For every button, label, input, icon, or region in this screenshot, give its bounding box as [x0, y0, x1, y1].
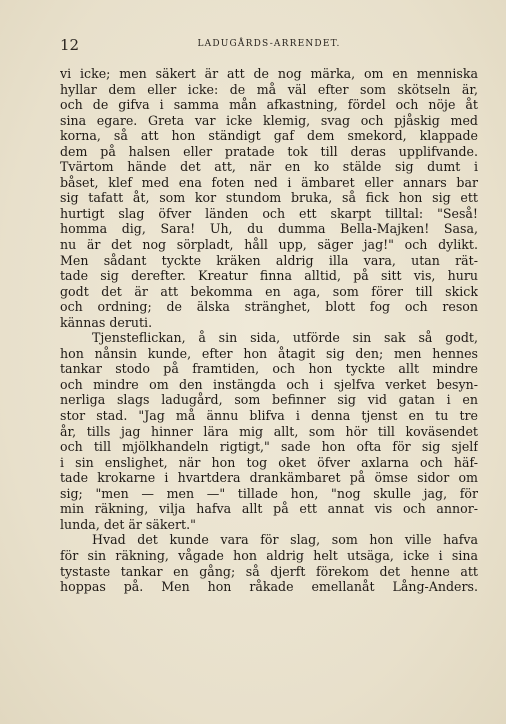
text-line: och de gifva i samma mån afkastning, fördel och nöje åt: [60, 97, 478, 113]
text-line: och mindre om den instängda och i sjelfva verket besyn-: [60, 376, 478, 392]
text-line: tade sig derefter. Kreatur finna alltid, på sitt vis, huru: [60, 268, 478, 284]
text-line: båset, klef med ena foten ned i ämbaret eller annars bar: [60, 174, 478, 190]
text-line: hoppas på. Men hon råkade emellanåt Lång-Anders.: [60, 579, 478, 595]
text-line: vi icke; men säkert är att de nog märka, om en menniska: [60, 66, 478, 81]
text-line: godt det är att bekomma en aga, som förer till skick: [60, 283, 478, 299]
body-text: [60, 66, 478, 595]
text-line: sina egare. Greta var icke klemig, svag och pjåskig med: [60, 112, 478, 128]
text-line: hurtigt slag öfver länden och ett skarpt tilltal: "Seså!: [60, 205, 478, 221]
text-line: och till mjölkhandeln rigtigt," sade hon ofta för sig sjelf: [60, 439, 478, 455]
paragraph-last-line: kännas deruti.: [60, 314, 153, 330]
text-line: tade krokarne i hvartdera drankämbaret på ömse sidor om: [60, 470, 478, 486]
text-line: i sin enslighet, när hon tog oket öfver axlarna och häf-: [60, 454, 478, 470]
text-line: Men sådant tyckte kräken aldrig illa vara, utan rät-: [60, 252, 478, 268]
text-line: hyllar dem eller icke: de må väl efter som skötseln är,: [60, 81, 478, 97]
text-line: och ordning; de älska stränghet, blott fog och reson: [60, 299, 478, 315]
text-line: för sin räkning, vågade hon aldrig helt utsäga, icke i sina: [60, 547, 478, 563]
text-line: korna, så att hon ständigt gaf dem smekord, klappade: [60, 128, 478, 144]
text-line: min räkning, vilja hafva allt på ett annat vis och annor-: [60, 501, 478, 517]
text-line: stor stad. "Jag må ännu blifva i denna tjenst en tu tre: [60, 408, 478, 424]
page-number: 12: [60, 36, 80, 54]
text-line: dem på halsen eller pratade tok till deras upplifvande.: [60, 143, 478, 159]
paragraph-last-line: lunda, det är säkert.": [60, 516, 196, 532]
text-line: år, tills jag hinner lära mig allt, som hör till koväsendet: [60, 423, 478, 439]
page-header: [60, 36, 478, 54]
paragraph-first-line: Hvad det kunde vara för slag, som hon ville hafva: [92, 532, 478, 548]
text-line: tystaste tankar en gång; så djerft förekom det henne att: [60, 563, 478, 579]
text-line: homma dig, Sara! Uh, du dumma Bella-Majken! Sasa,: [60, 221, 478, 237]
text-line: nerliga slags ladugård, som befinner sig vid gatan i en: [60, 392, 478, 408]
running-head: LADUGÅRDS-ARRENDET.: [197, 39, 341, 49]
text-line: Tvärtom hände det att, när en ko stälde sig dumt i: [60, 159, 478, 175]
text-line: sig tafatt åt, som kor stundom bruka, så fick hon sig ett: [60, 190, 478, 206]
text-line: hon nånsin kunde, efter hon åtagit sig den; men hennes: [60, 345, 478, 361]
text-line: sig; "men — men —" tillade hon, "nog skulle jag, för: [60, 485, 478, 501]
paragraph-first-line: Tjensteflickan, å sin sida, utförde sin sak så godt,: [92, 330, 478, 346]
text-line: tankar stodo på framtiden, och hon tyckte allt mindre: [60, 361, 478, 377]
text-line: nu är det nog sörpladt, håll upp, säger jag!" och dylikt.: [60, 237, 478, 253]
